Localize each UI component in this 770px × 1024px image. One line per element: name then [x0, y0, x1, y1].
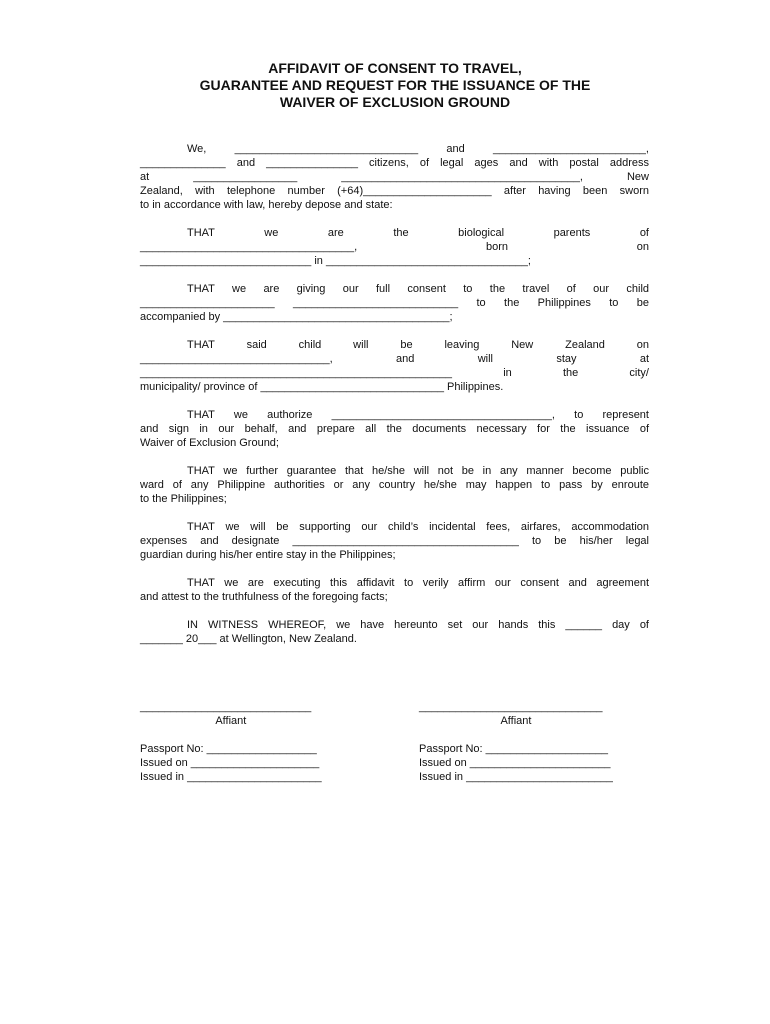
passport-fields-left	[140, 742, 322, 784]
paragraph-supporting	[140, 520, 649, 562]
issued-in-right: Issued in ________________________	[419, 771, 613, 783]
issued-on-left: Issued on _____________________	[140, 757, 320, 769]
authorize-line-3: Waiver of Exclusion Ground;	[140, 437, 279, 449]
guarantee-line-1: THAT we further guarantee that he/she will not be in any manner become public	[187, 465, 649, 477]
signature-line-left: ____________________________	[140, 701, 312, 713]
leaving-line-2: _______________________________, and will stay at	[140, 353, 649, 365]
issued-in-left: Issued in ______________________	[140, 771, 322, 783]
paragraph-authorize	[140, 408, 649, 450]
affiant-label-left: Affiant	[215, 715, 247, 727]
leaving-line-3: ___________________________________________________ in the city/	[140, 367, 649, 379]
passport-no-right: Passport No: ____________________	[419, 743, 608, 755]
supporting-line-1: THAT we will be supporting our child’s incidental fees, airfares, accommodation	[187, 521, 649, 533]
parents-line-1: THAT we are the biological parents of	[187, 227, 649, 239]
guarantee-line-3: to the Philippines;	[140, 493, 227, 505]
issued-on-right: Issued on _______________________	[419, 757, 611, 769]
title-line-1: AFFIDAVIT OF CONSENT TO TRAVEL,	[268, 60, 522, 76]
consent-line-2: ______________________ ___________________________ to the Philippines to be	[140, 297, 649, 309]
paragraph-consent	[140, 282, 649, 324]
title-line-3: WAIVER OF EXCLUSION GROUND	[279, 94, 511, 110]
intro-line-1: We, ______________________________ and _________________________,	[187, 143, 649, 155]
signature-line-right: ______________________________	[419, 701, 603, 713]
passport-no-left: Passport No: __________________	[140, 743, 317, 755]
authorize-line-1: THAT we authorize ____________________________________, to represent	[187, 409, 649, 421]
document-title	[100, 60, 690, 111]
witness-line-1: IN WITNESS WHEREOF, we have hereunto set our hands this ______ day of	[187, 619, 649, 631]
title-line-2: GUARANTEE AND REQUEST FOR THE ISSUANCE OF THE	[199, 77, 591, 93]
supporting-line-3: guardian during his/her entire stay in the Philippines;	[140, 549, 396, 561]
consent-line-3: accompanied by _____________________________________;	[140, 311, 453, 323]
executing-line-2: and attest to the truthfulness of the foregoing facts;	[140, 591, 388, 603]
affiant-label-right: Affiant	[500, 715, 532, 727]
consent-line-1: THAT we are giving our full consent to the travel of our child	[187, 283, 649, 295]
executing-line-1: THAT we are executing this affidavit to verily affirm our consent and agreement	[187, 577, 649, 589]
authorize-line-2: and sign in our behalf, and prepare all the documents necessary for the issuance of	[140, 423, 649, 435]
intro-line-3: at _________________ _______________________________________, New	[140, 171, 649, 183]
parents-line-2: ___________________________________, born on	[140, 241, 649, 253]
intro-line-4: Zealand, with telephone number (+64)_____________________ after having been sworn	[140, 185, 649, 197]
leaving-line-4: municipality/ province of ______________________________ Philippines.	[140, 381, 504, 393]
paragraph-witness	[140, 618, 649, 646]
paragraph-executing	[140, 576, 649, 604]
affidavit-body	[140, 142, 649, 660]
intro-line-2: ______________ and _______________ citizens, of legal ages and with postal address	[140, 157, 649, 169]
witness-line-2: _______ 20___ at Wellington, New Zealand.	[140, 633, 357, 645]
paragraph-intro	[140, 142, 649, 212]
parents-line-3: ____________________________ in _________________________________;	[140, 255, 531, 267]
paragraph-guarantee	[140, 464, 649, 506]
guarantee-line-2: ward of any Philippine authorities or any country he/she may happen to pass by enroute	[140, 479, 649, 491]
paragraph-parents	[140, 226, 649, 268]
intro-line-5: to in accordance with law, hereby depose and state:	[140, 199, 393, 211]
paragraph-leaving	[140, 338, 649, 394]
signature-block-left	[140, 700, 322, 784]
passport-fields-right	[419, 742, 613, 784]
signature-block-right	[419, 700, 613, 784]
supporting-line-2: expenses and designate _____________________________________ to be his/her legal	[140, 535, 649, 547]
leaving-line-1: THAT said child will be leaving New Zealand on	[187, 339, 649, 351]
